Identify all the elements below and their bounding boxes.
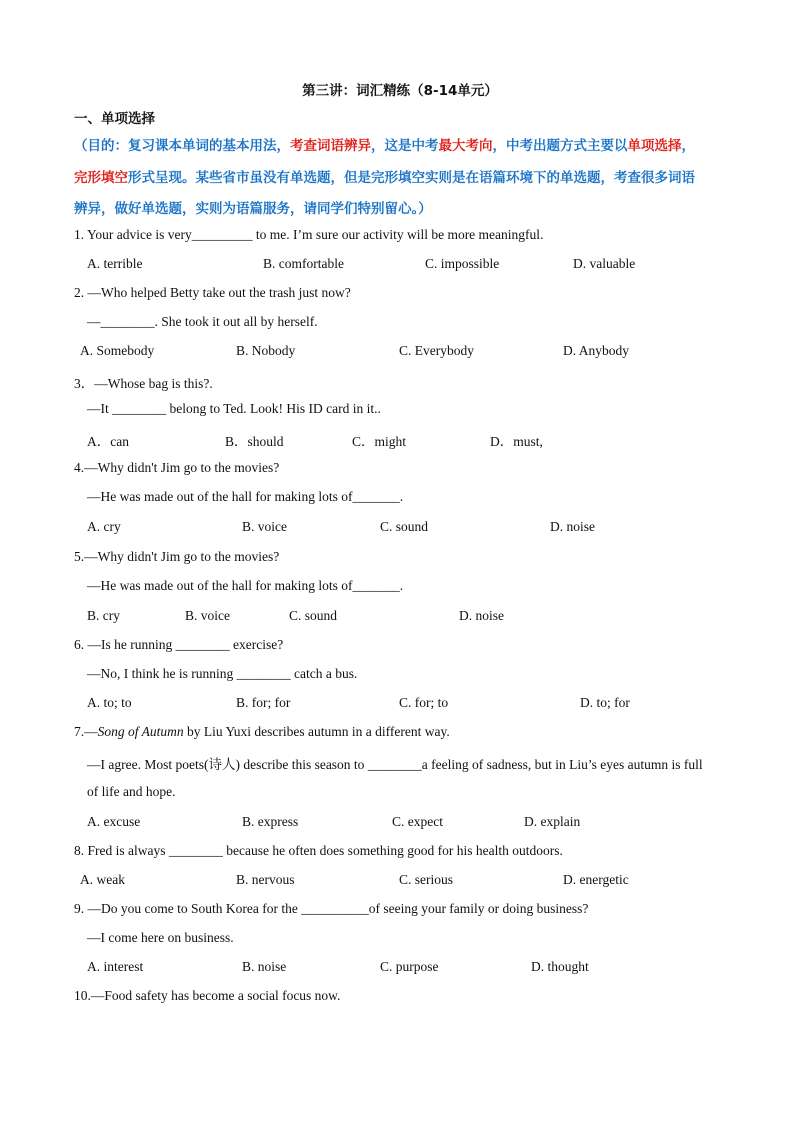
question-8-stem: 8. Fred is always ________ because he often does something good for his health outdoors. [74,843,563,858]
q7-option-a: A. excuse [87,814,141,829]
intro-line-3: 辨异，做好单选题，实则为语篇服务，请同学们特别留心。） [74,201,432,217]
question-6-response: —No, I think he is running ________ catch a bus. [87,666,358,681]
q9-option-d: D. thought [531,959,589,974]
q4-option-a: A. cry [87,519,121,534]
question-3-response: —It ________ belong to Ted. Look! His ID card in it.. [87,401,381,416]
question-10-stem: 10.—Food safety has become a social focus now. [74,988,341,1003]
q7-option-d: D. explain [524,814,581,829]
q8-option-d: D. energetic [563,872,629,887]
question-6-stem: 6. —Is he running ________ exercise? [74,637,284,652]
q5-option-c: C. sound [289,608,338,623]
q1-option-c: C. impossible [425,256,500,271]
q7-option-c: C. expect [392,814,443,829]
q5-option-b: B. voice [185,608,230,623]
intro-line-2: 完形填空形式呈现。某些省市虽没有单选题，但是完形填空实则是在语篇环境下的单选题，考查很多词语 [74,170,695,186]
q2-option-a: A. Somebody [80,343,155,358]
q3-option-c: C．might [352,434,407,449]
question-5-response: —He was made out of the hall for making lots of_______. [87,578,404,593]
question-9-response: —I come here on business. [87,930,234,945]
section-heading: 一、单项选择 [74,111,155,127]
q9-option-a: A. interest [87,959,144,974]
question-9-stem: 9. —Do you come to South Korea for the __________of seeing your family or doing business? [74,901,589,916]
q4-option-d: D. noise [550,519,595,534]
q6-option-d: D. to; for [580,695,630,710]
q5-option-a: B. cry [87,608,120,623]
question-2-stem: 2. —Who helped Betty take out the trash just now? [74,285,351,300]
question-5-stem: 5.—Why didn't Jim go to the movies? [74,549,280,564]
page-title: 第三讲：词汇精练（8-14单元） [302,83,498,99]
q5-option-d: D. noise [459,608,504,623]
q9-option-c: C. purpose [380,959,439,974]
question-7-stem: 7.—Song of Autumn by Liu Yuxi describes autumn in a different way. [74,724,450,739]
q2-option-c: C. Everybody [399,343,474,358]
question-7-response: —I agree. Most poets(诗人) describe this season to ________a feeling of sadness, but in Liu’s eyes autumn is full [87,757,703,772]
question-1-stem: 1. Your advice is very_________ to me. I’m sure our activity will be more meaningful. [74,227,544,242]
q7-option-b: B. express [242,814,299,829]
question-4-response: —He was made out of the hall for making lots of_______. [87,489,404,504]
question-3-stem: 3．—Whose bag is this?. [74,376,213,391]
q3-option-a: A．can [87,434,129,449]
q1-option-b: B. comfortable [263,256,344,271]
poem-title: Song of Autumn [97,724,184,739]
q4-option-b: B. voice [242,519,287,534]
q8-option-b: B. nervous [236,872,295,887]
q3-option-b: B．should [225,434,284,449]
q6-option-b: B. for; for [236,695,291,710]
q1-option-d: D. valuable [573,256,636,271]
q2-option-b: B. Nobody [236,343,296,358]
q1-option-a: A. terrible [87,256,143,271]
q3-option-d: D．must, [490,434,543,449]
q8-option-c: C. serious [399,872,453,887]
q9-option-b: B. noise [242,959,287,974]
q6-option-a: A. to; to [87,695,132,710]
q8-option-a: A. weak [80,872,125,887]
question-2-response: —________. She took it out all by herself. [87,314,318,329]
q4-option-c: C. sound [380,519,429,534]
intro-line-1: （目的：复习课本单词的基本用法，考查词语辨异，这是中考最大考向，中考出题方式主要以单项选择， [74,138,695,154]
question-4-stem: 4.—Why didn't Jim go to the movies? [74,460,280,475]
q2-option-d: D. Anybody [563,343,630,358]
q6-option-c: C. for; to [399,695,449,710]
question-7-response-cont: of life and hope. [87,784,176,799]
